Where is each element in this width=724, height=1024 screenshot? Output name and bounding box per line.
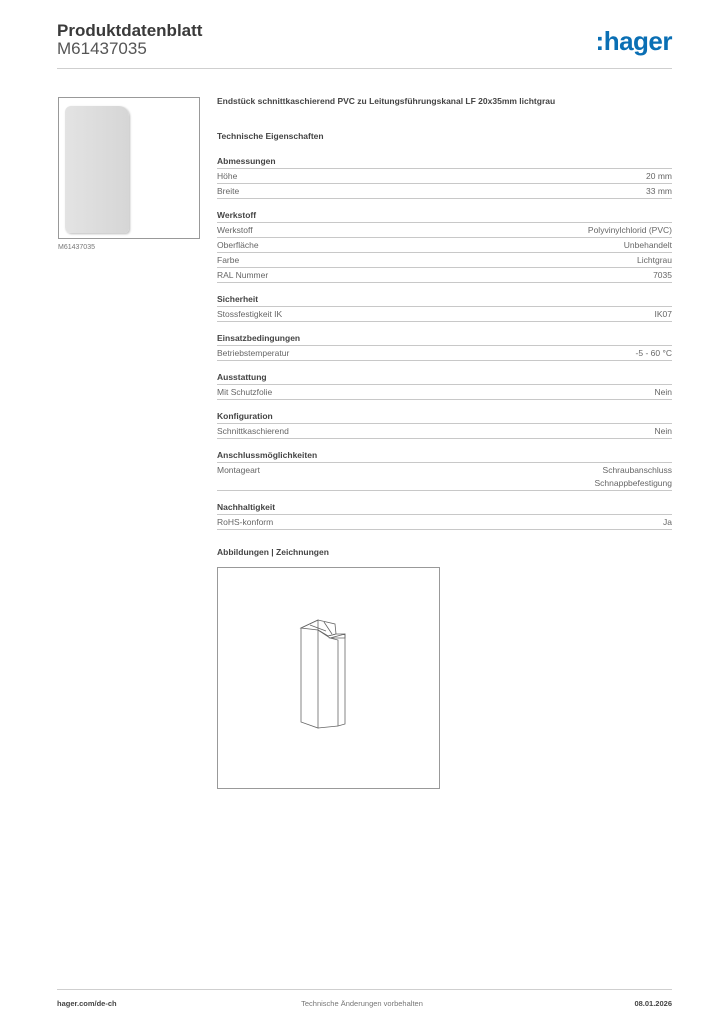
spec-row [217,268,672,283]
spec-value: Schraubanschluss Schnappbefestigung [594,465,672,488]
spec-group [217,332,672,361]
spec-value: 33 mm [646,186,672,196]
divider [57,989,672,990]
spec-row [217,385,672,400]
spec-group-title: Ausstattung [217,371,672,385]
spec-row [217,169,672,184]
spec-label: Schnittkaschierend [217,426,289,436]
specs-table [217,155,672,540]
spec-group [217,410,672,439]
spec-label: Montageart [217,465,260,475]
spec-row [217,515,672,530]
spec-label: Oberfläche [217,240,259,250]
spec-group-title: Einsatzbedingungen [217,332,672,346]
spec-label: Werkstoff [217,225,253,235]
section-title: Technische Eigenschaften [217,131,324,141]
spec-group [217,155,672,199]
spec-value: IK07 [654,309,672,319]
spec-row [217,307,672,322]
footer-disclaimer: Technische Änderungen vorbehalten [301,999,423,1008]
spec-group [217,449,672,491]
spec-row [217,424,672,439]
spec-label: Mit Schutzfolie [217,387,273,397]
spec-value: Ja [663,517,672,527]
spec-row [217,223,672,238]
footer-website-link[interactable]: hager.com/de-ch [57,999,117,1008]
spec-group [217,209,672,283]
drawings-title: Abbildungen | Zeichnungen [217,547,329,557]
spec-value: Lichtgrau [637,255,672,265]
spec-group [217,501,672,530]
spec-value: Nein [654,387,672,397]
spec-group [217,293,672,322]
product-description: Endstück schnittkaschierend PVC zu Leitungsführungskanal LF 20x35mm lichtgrau [217,96,556,106]
spec-group-title: Werkstoff [217,209,672,223]
spec-value: 7035 [653,270,672,280]
spec-group-title: Nachhaltigkeit [217,501,672,515]
spec-group-title: Anschlussmöglichkeiten [217,449,672,463]
spec-label: Stossfestigkeit IK [217,309,283,319]
product-thumbnail [58,97,200,239]
spec-label: RoHS-konform [217,517,274,527]
thumbnail-label: M61437035 [58,244,95,251]
drawing-box [217,567,440,789]
spec-row [217,184,672,199]
spec-row [217,253,672,268]
spec-group [217,371,672,400]
spec-group-title: Konfiguration [217,410,672,424]
footer-date: 08.01.2026 [634,999,672,1008]
spec-value: -5 - 60 °C [635,348,672,358]
spec-label: Höhe [217,171,238,181]
spec-value: Nein [654,426,672,436]
spec-group-title: Abmessungen [217,155,672,169]
spec-value: Unbehandelt [623,240,672,250]
spec-value: 20 mm [646,171,672,181]
end-cap-drawing [218,568,441,790]
spec-row [217,346,672,361]
spec-group-title: Sicherheit [217,293,672,307]
hager-logo: :hager [595,26,672,56]
divider [57,68,672,69]
spec-value: Polyvinylchlorid (PVC) [587,225,672,235]
product-image [65,106,129,233]
spec-label: Betriebstemperatur [217,348,290,358]
spec-row [217,238,672,253]
spec-label: RAL Nummer [217,270,269,280]
spec-label: Breite [217,186,240,196]
page-title: Produktdatenblatt [57,21,203,40]
spec-row [217,463,672,491]
spec-label: Farbe [217,255,240,265]
product-code: M61437035 [57,39,147,58]
